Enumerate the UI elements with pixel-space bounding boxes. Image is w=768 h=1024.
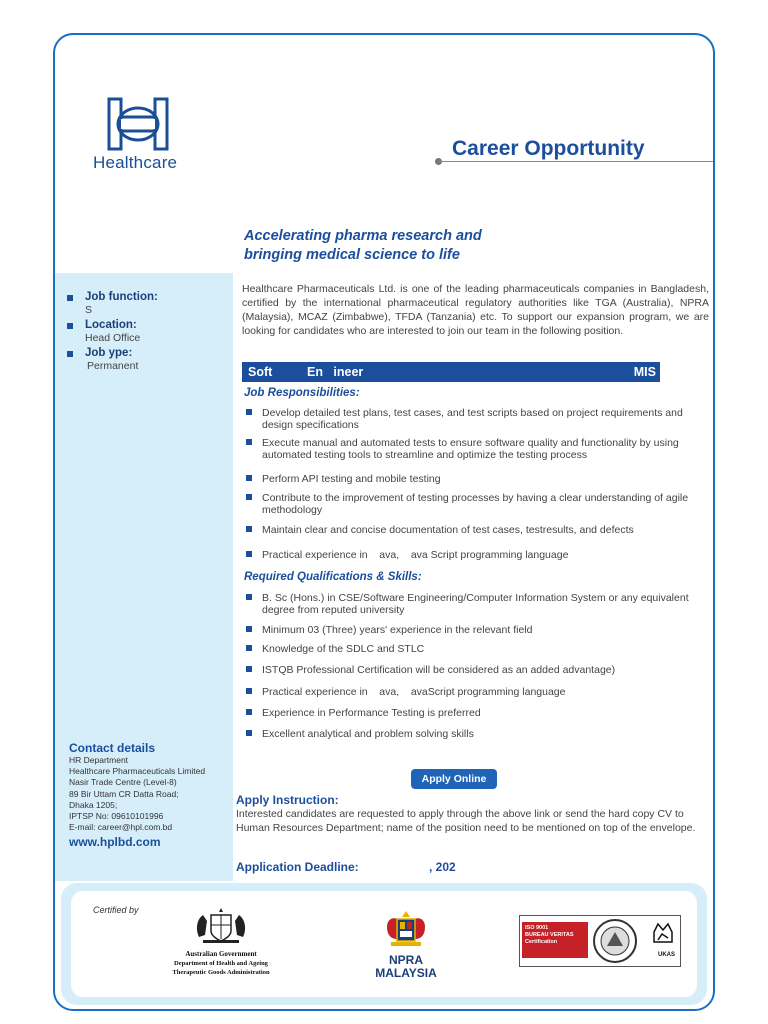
- au-tga-line: Therapeutic Goods Administration: [172, 969, 270, 976]
- list-item-text: Minimum 03 (Three) years' experience in the relevant field: [262, 624, 533, 636]
- au-gov-line: Australian Government: [185, 950, 257, 958]
- list-item: [244, 549, 714, 561]
- list-item-text: Contribute to the improvement of testing processes by having a clear understanding of agile methodology: [262, 492, 689, 516]
- job-meta: [65, 291, 225, 375]
- meta-label: Job ype:: [85, 347, 133, 359]
- list-item: [244, 592, 714, 616]
- malaysia-crest-icon: [381, 909, 431, 949]
- ukas-label: UKAS: [658, 952, 676, 958]
- bullet-square-icon: [246, 439, 252, 445]
- list-item: [244, 407, 714, 431]
- meta-value: S: [85, 304, 93, 316]
- apply-instruction-heading: Apply Instruction:: [236, 793, 339, 807]
- bv-cert-text: Certification: [525, 939, 558, 945]
- bullet-square-icon: [67, 295, 73, 301]
- certified-by-label: Certified by: [93, 905, 139, 915]
- ukas-crown-icon: [652, 920, 674, 950]
- list-item-text: Execute manual and automated tests to ensure software quality and functionality by using automated testing tools to streamline and optimize the testing process: [262, 437, 679, 461]
- list-item-text: Practical experience in ava, avaScript programming language: [262, 686, 566, 698]
- deadline-value: , 202: [429, 860, 456, 874]
- job-title-bar: [242, 362, 660, 382]
- contact-email[interactable]: E-mail: career@hpl.com.bd: [69, 822, 173, 833]
- bv-seal-icon: [592, 918, 638, 964]
- bullet-square-icon: [246, 666, 252, 672]
- meta-label: Job function:: [85, 291, 158, 303]
- contact-line: Healthcare Pharmaceuticals Limited: [69, 766, 206, 777]
- bullet-square-icon: [246, 409, 252, 415]
- bullet-square-icon: [246, 526, 252, 532]
- bullet-square-icon: [246, 594, 252, 600]
- npra-logo: [361, 909, 451, 980]
- deadline-label: Application Deadline:: [236, 860, 359, 874]
- bullet-square-icon: [246, 551, 252, 557]
- website-link[interactable]: www.hplbd.com: [69, 835, 161, 850]
- bullet-square-icon: [246, 645, 252, 651]
- list-item-text: Practical experience in ava, ava Script programming language: [262, 549, 569, 561]
- list-item: [244, 437, 714, 461]
- au-dept-line: Department of Health and Ageing: [174, 960, 268, 967]
- contact-line: Nasir Trade Centre (Level-8): [69, 777, 177, 788]
- apply-online-button[interactable]: Apply Online: [411, 769, 497, 789]
- contact-line: HR Department: [69, 755, 129, 765]
- bullet-square-icon: [67, 323, 73, 329]
- meta-value: Head Office: [85, 332, 141, 344]
- list-item: [244, 524, 714, 536]
- qualifications-heading: Required Qualifications & Skills:: [244, 571, 422, 583]
- meta-job-function: [65, 291, 225, 316]
- list-item-text: ISTQB Professional Certification will be considered as an added advantage): [262, 664, 616, 676]
- bureau-veritas-badge: [519, 915, 681, 967]
- list-item: [244, 492, 714, 516]
- bv-name-text: BUREAU VERITAS: [525, 932, 574, 938]
- contact-heading: Contact details: [69, 741, 156, 755]
- list-item-text: Develop detailed test plans, test cases, and test scripts based on project requirements and design specifications: [262, 407, 683, 431]
- list-item-text: Knowledge of the SDLC and STLC: [262, 643, 425, 655]
- poster-frame: [53, 33, 715, 1011]
- list-item: [244, 728, 714, 740]
- meta-label: Location:: [85, 319, 137, 331]
- tagline: [244, 227, 574, 265]
- meta-location: [65, 319, 225, 344]
- logo-wordmark: Healthcare: [93, 153, 178, 172]
- contact-line: 89 Bir Uttam CR Datta Road;: [69, 788, 179, 799]
- bv-iso-text: ISO 9001: [525, 925, 549, 931]
- list-item-text: Maintain clear and concise documentation of test cases, testresults, and defects: [262, 524, 634, 536]
- healthcare-logo-icon: [95, 97, 185, 153]
- job-department: MIS: [633, 365, 656, 379]
- bv-label-box: [522, 922, 588, 958]
- list-item: [244, 473, 714, 485]
- contact-line: Dhaka 1205;: [69, 799, 118, 810]
- responsibilities-heading: Job Responsibilities:: [244, 387, 360, 399]
- list-item-text: Excellent analytical and problem solving skills: [262, 728, 474, 740]
- list-item: [244, 686, 714, 698]
- bullet-square-icon: [246, 475, 252, 481]
- contact-details: [69, 741, 229, 849]
- coat-of-arms-icon: [191, 907, 251, 945]
- meta-value: Permanent: [87, 360, 139, 372]
- bullet-square-icon: [246, 626, 252, 632]
- bullet-square-icon: [246, 494, 252, 500]
- list-item: [244, 643, 714, 655]
- job-title: Soft En ineer: [248, 365, 364, 379]
- title-rule: [439, 161, 715, 162]
- npra-line-2: MALAYSIA: [375, 966, 437, 980]
- bullet-square-icon: [246, 730, 252, 736]
- list-item: [244, 624, 714, 636]
- intro-paragraph: Healthcare Pharmaceuticals Ltd. is one of the leading pharmaceuticals companies in Bangladesh, certified by the international pharmaceutical regulatory authorities like TGA (Australia), NPRA (Malaysia), MCAZ (Zimbabwe), TFDA (Tanzania) etc. To support our expansion program, we are looking for candidates who are interested to join our team in the following position.: [242, 283, 709, 337]
- bullet-square-icon: [246, 709, 252, 715]
- list-item: [244, 707, 714, 719]
- apply-instruction-text: Interested candidates are requested to apply through the above link or send the hard copy CV to Human Resources Department; name of the position need to be mentioned on top of the envelope.: [236, 808, 696, 834]
- contact-line: IPTSP No: 09610101996: [69, 811, 164, 822]
- list-item-text: Perform API testing and mobile testing: [262, 473, 441, 485]
- certification-footer: [61, 883, 707, 1005]
- tagline-line-1: Accelerating pharma research and: [244, 228, 482, 244]
- tagline-line-2: bringing medical science to life: [244, 247, 460, 263]
- npra-line-1: NPRA: [388, 953, 423, 967]
- australian-government-logo: [161, 907, 281, 977]
- bullet-square-icon: [246, 688, 252, 694]
- list-item-text: Experience in Performance Testing is preferred: [262, 707, 481, 719]
- footer-panel: [71, 891, 697, 997]
- page-title: Career Opportunity: [452, 137, 645, 160]
- list-item-text: B. Sc (Hons.) in CSE/Software Engineering/Computer Information System or any equivalent degree from reputed university: [262, 592, 689, 616]
- list-item: [244, 664, 714, 676]
- meta-job-type: [65, 347, 225, 372]
- bullet-square-icon: [67, 351, 73, 357]
